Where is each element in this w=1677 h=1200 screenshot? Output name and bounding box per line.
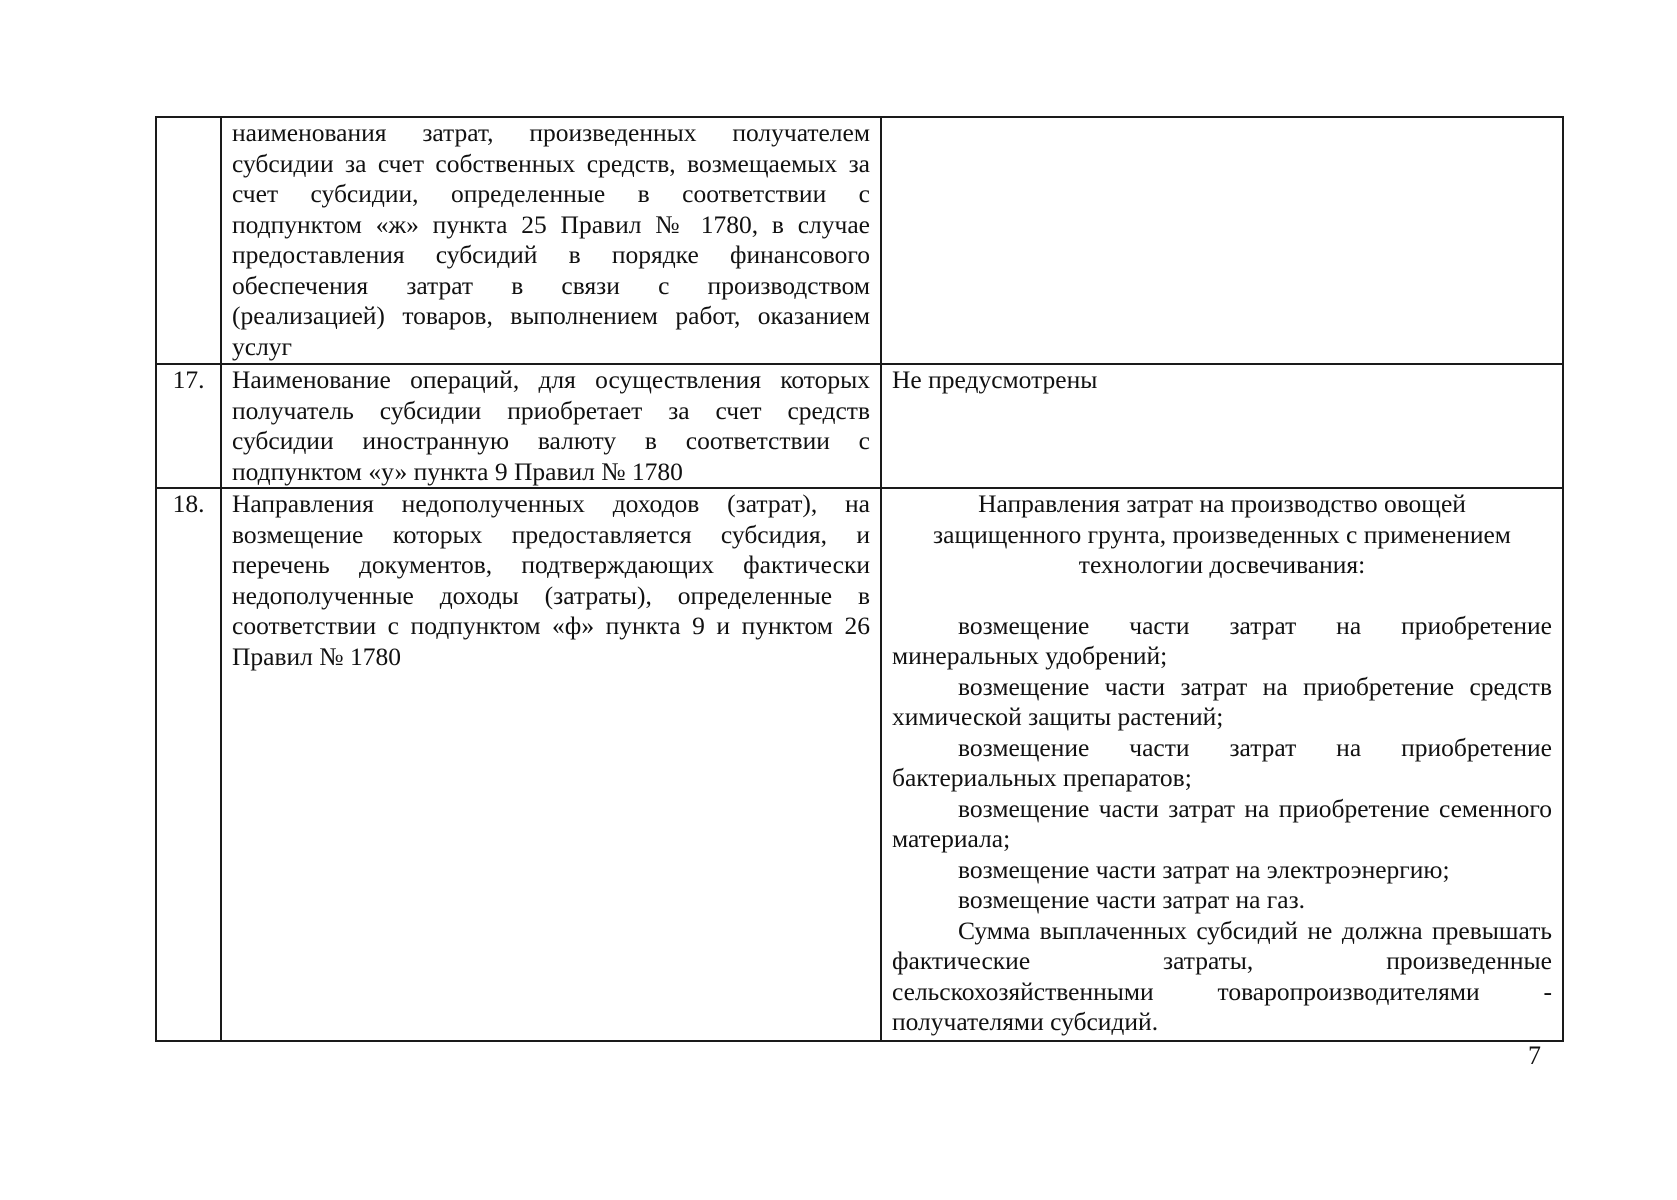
row-name: наименования затрат, произведенных получателем субсидии за счет собственных средств, возмещаемых за счет субсидии, определенные в соответствии с подпунктом «ж» пункта 25 Правил № 1780, в случае предоставления субсидий в порядке финансового обеспечения затрат в связи с производством (реализацией) товаров, выполнением работ, оказанием услуг xyxy=(221,117,881,364)
row-number: 17. xyxy=(156,364,221,488)
row-name: Направления недополученных доходов (затрат), на возмещение которых предоставляется субсидия, и перечень документов, подтверждающих фактически недополученные доходы (затраты), определенные в соответствии с подпунктом «ф» пункта 9 и пунктом 26 Правил № 1780 xyxy=(221,488,881,1041)
row-value xyxy=(881,117,1563,364)
value-closing: Сумма выплаченных субсидий не должна превышать фактические затраты, произведенные сельскохозяйственными товаропроизводителями - получателями субсидий. xyxy=(892,915,1552,1036)
value-item: возмещение части затрат на приобретение семенного материала; xyxy=(892,793,1552,853)
row-name: Наименование операций, для осуществления которых получатель субсидии приобретает за счет средств субсидии иностранную валюту в соответствии с подпунктом «у» пункта 9 Правил № 1780 xyxy=(221,364,881,488)
table-row xyxy=(156,488,1563,1041)
row-value: Не предусмотрены xyxy=(881,364,1563,488)
value-item: возмещение части затрат на электроэнергию; xyxy=(958,854,1450,884)
value-item: возмещение части затрат на приобретение минеральных удобрений; xyxy=(892,610,1552,670)
value-item: возмещение части затрат на приобретение бактериальных препаратов; xyxy=(892,732,1552,792)
value-item: возмещение части затрат на приобретение средств химической защиты растений; xyxy=(892,671,1552,731)
table-row xyxy=(156,117,1563,364)
spacer xyxy=(892,581,1552,611)
row-value xyxy=(881,488,1563,1041)
value-heading: Направления затрат на производство овощей защищенного грунта, произведенных с применением технологии досвечивания: xyxy=(933,489,1511,579)
page-number: 7 xyxy=(1528,1041,1541,1070)
row-number: 18. xyxy=(156,488,221,1041)
row-number xyxy=(156,117,221,364)
table-row xyxy=(156,364,1563,488)
value-item: возмещение части затрат на газ. xyxy=(958,885,1306,914)
subsidy-table xyxy=(155,116,1564,1042)
